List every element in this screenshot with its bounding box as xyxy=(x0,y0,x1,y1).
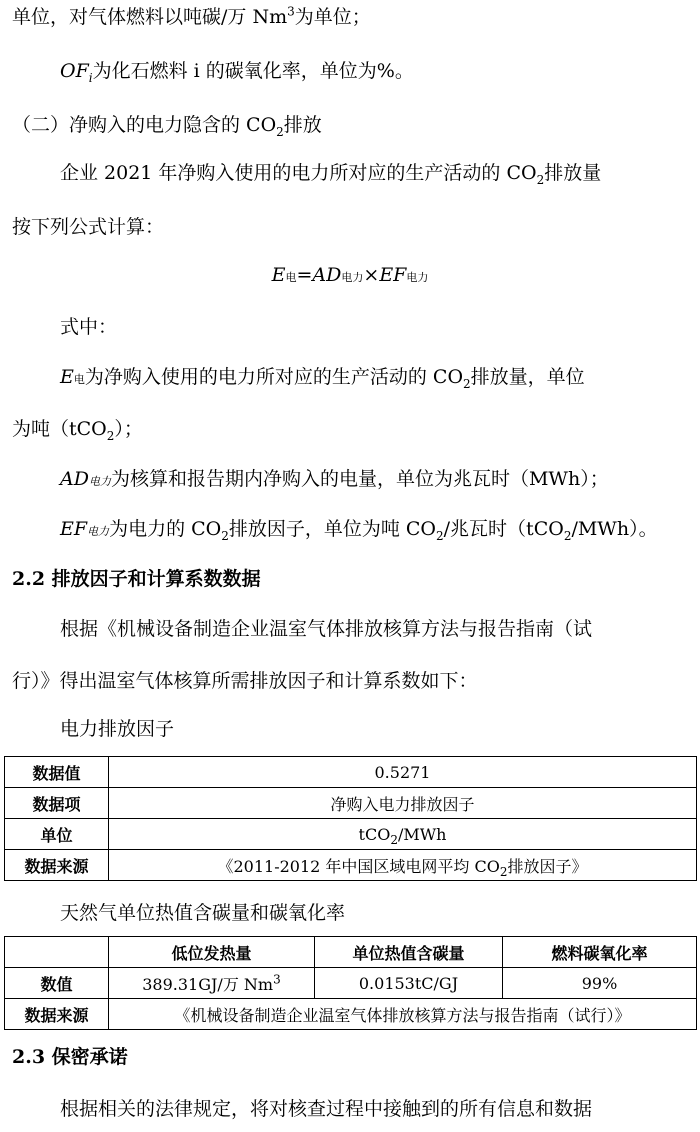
subscript: 2 xyxy=(563,528,572,543)
text: 排放因子，单位为吨 CO xyxy=(228,518,437,540)
subscript: 电力 xyxy=(406,271,429,284)
subscript: 2 xyxy=(436,528,444,543)
row-label: 数值 xyxy=(5,968,109,999)
section-heading-electricity xyxy=(0,112,700,138)
text: 排放量，单位 xyxy=(470,366,585,388)
subscript: 2 xyxy=(276,124,284,139)
subscript: 电力 xyxy=(88,475,111,488)
table-caption-natural-gas: 天然气单位热值含碳量和碳氧化率 xyxy=(60,902,346,924)
text: 按下列公式计算： xyxy=(12,216,165,238)
text: /MWh xyxy=(397,824,447,844)
text: 排放量 xyxy=(544,162,602,184)
text-line-guide-ref: 根据《机械设备制造企业温室气体排放核算方法与报告指南（试 xyxy=(60,618,593,640)
formula-var-ef: EF xyxy=(379,264,407,286)
natural-gas-table xyxy=(4,936,697,1030)
section-heading-2-2: 2.2 排放因子和计算系数数据 xyxy=(12,568,261,590)
row-value xyxy=(109,850,697,881)
table-row xyxy=(5,757,697,788)
row-value: 净购入电力排放因子 xyxy=(109,788,697,819)
row-label: 单位 xyxy=(5,819,109,850)
header-cell: 燃料碳氧化率 xyxy=(503,937,697,968)
variable: E xyxy=(60,366,74,388)
table-row xyxy=(5,819,697,850)
electricity-factor-table xyxy=(4,756,697,881)
text: tCO xyxy=(358,824,391,844)
text: 单位，对气体燃料以吨碳/万 Nm xyxy=(12,6,288,28)
subscript: 电力 xyxy=(87,525,110,538)
formula-var-ad: AD xyxy=(312,264,342,286)
text: 《2011-2012 年中国区域电网平均 CO xyxy=(217,856,500,876)
formula-var-e: E xyxy=(271,264,286,286)
header-cell xyxy=(5,937,109,968)
subscript: 2 xyxy=(499,864,508,879)
text: 企业 2021 年净购入使用的电力所对应的生产活动的 CO xyxy=(60,162,537,184)
text-line-ef-definition xyxy=(0,516,700,545)
text-line-oxidation-rate xyxy=(0,58,700,84)
formula xyxy=(0,262,700,291)
subscript: 电 xyxy=(285,271,297,284)
variable: OF xyxy=(60,60,89,82)
text: 为净购入使用的电力所对应的生产活动的 CO xyxy=(84,366,464,388)
table-header-row xyxy=(5,937,697,968)
text: 为核算和报告期内净购入的电量，单位为兆瓦时（MWh）； xyxy=(110,468,609,490)
text: 式中： xyxy=(60,316,118,338)
text: 389.31GJ/万 Nm xyxy=(142,974,274,994)
text-line-e-unit xyxy=(0,416,700,442)
text: （二）净购入的电力隐含的 CO xyxy=(12,114,277,136)
text: /兆瓦时（tCO xyxy=(443,518,564,540)
text: 排放因子》 xyxy=(507,856,588,876)
text: ）； xyxy=(114,418,143,440)
value-cell xyxy=(109,968,315,999)
text-line-where xyxy=(0,314,700,340)
text-line-electricity-intro xyxy=(0,160,700,186)
text-line-fuel-unit xyxy=(0,4,700,30)
subscript: i xyxy=(88,70,93,85)
text-line-ad-definition xyxy=(0,466,700,495)
table-row xyxy=(5,788,697,819)
table-row xyxy=(5,850,697,881)
text-line-e-definition xyxy=(0,364,700,393)
row-label: 数据来源 xyxy=(5,999,109,1030)
variable: AD xyxy=(60,468,89,490)
table-row xyxy=(5,968,697,999)
row-value xyxy=(109,819,697,850)
value-cell: 99% xyxy=(503,968,697,999)
subscript: 2 xyxy=(106,428,115,443)
text-line-confidentiality: 根据相关的法律规定，将对核查过程中接触到的所有信息和数据 xyxy=(60,1098,593,1120)
source-cell: 《机械设备制造企业温室气体排放核算方法与报告指南（试行）》 xyxy=(109,999,697,1030)
row-value: 0.5271 xyxy=(109,757,697,788)
superscript: 3 xyxy=(287,4,295,19)
header-cell: 低位发热量 xyxy=(109,937,315,968)
text-line-formula-intro xyxy=(0,214,700,240)
text-line-guide-ref-cont: 行）》得出温室气体核算所需排放因子和计算系数如下： xyxy=(12,670,478,692)
text: 排放 xyxy=(283,114,322,136)
header-cell: 单位热值含碳量 xyxy=(315,937,503,968)
times-sign: × xyxy=(363,264,380,286)
subscript: 电 xyxy=(73,373,85,386)
variable: EF xyxy=(60,518,88,540)
subscript: 电力 xyxy=(341,271,364,284)
row-label: 数据来源 xyxy=(5,850,109,881)
row-label: 数据项 xyxy=(5,788,109,819)
row-label: 数据值 xyxy=(5,757,109,788)
subscript: 2 xyxy=(536,172,545,187)
section-heading-2-3: 2.3 保密承诺 xyxy=(12,1046,128,1068)
text: /MWh）。 xyxy=(571,518,658,540)
equals-sign: = xyxy=(296,264,313,286)
text: 为吨（tCO xyxy=(12,418,107,440)
subscript: 2 xyxy=(390,832,398,847)
text: 为化石燃料 i 的碳氧化率，单位为%。 xyxy=(92,60,414,82)
table-caption-electricity: 电力排放因子 xyxy=(60,718,175,740)
text: 为电力的 CO xyxy=(109,518,222,540)
value-cell: 0.0153tC/GJ xyxy=(315,968,503,999)
text: 为单位； xyxy=(294,6,371,28)
table-row xyxy=(5,999,697,1030)
subscript: 2 xyxy=(221,528,229,543)
subscript: 2 xyxy=(463,376,471,391)
superscript: 3 xyxy=(273,972,281,987)
